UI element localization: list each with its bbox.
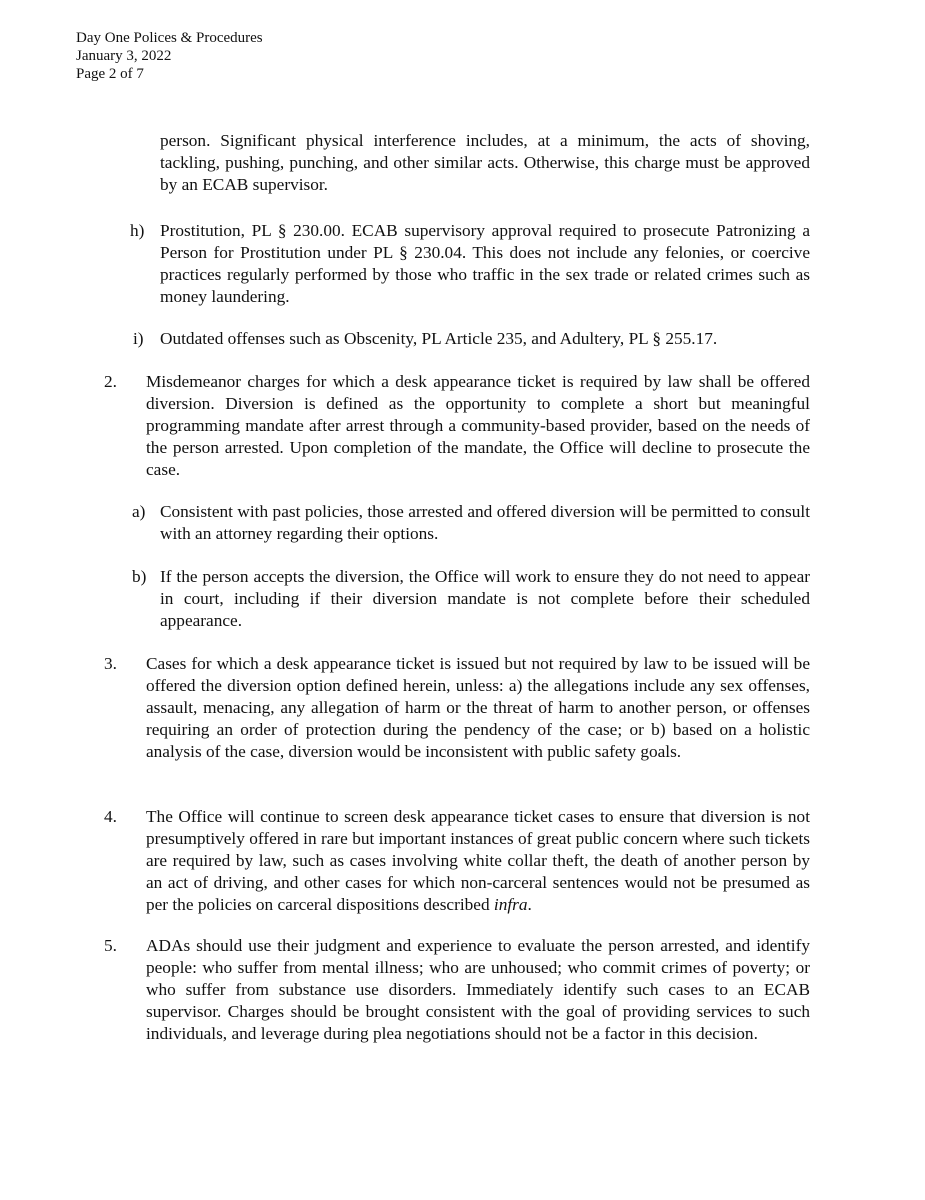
list-item-text: ADAs should use their judgment and experience to evaluate the person arrested, and identify people: who suffer from mental illness; who are unhoused; who commit crimes of poverty; or who suffer from substance use disorders. Immediately identify such cases to an ECAB supervisor. Charges should be brought consistent with the goal of providing services to such individuals, and leverage during plea negotiations should not be a factor in this decision. [146,936,810,1043]
item-4-text: The Office will continue to screen desk appearance ticket cases to ensure that diversion is not presumptively offered in rare but important instances of great public concern where such tickets are required by law, such as cases involving white collar theft, the death of another person by an act of driving, and other cases for which non-carceral sentences would not be presumed as per the policies on carceral dispositions described [146,807,810,914]
list-marker: 2. [104,372,117,391]
list-item-text: Prostitution, PL § 230.00. ECAB supervisory approval required to prosecute Patronizing a Person for Prostitution under PL § 230.04. This does not include any felonies, or coercive practices regularly performed by those who traffic in the sex trade or related crimes such as money laundering. [160,221,810,306]
list-item-text: Cases for which a desk appearance ticket is issued but not required by law to be issued will be offered the diversion option defined herein, unless: a) the allegations include any sex offenses, assault, menacing, any allegation of harm or the threat of harm to another person, or offenses requiring an order of protection during the pendency of the case; or b) based on a holistic analysis of the case, diversion would be inconsistent with public safety goals. [146,654,810,761]
list-marker: 4. [104,807,117,826]
list-marker: h) [130,221,145,240]
list-marker: 3. [104,654,117,673]
list-item-text: Outdated offenses such as Obscenity, PL Article 235, and Adultery, PL § 255.17. [160,329,718,348]
document-title: Day One Polices & Procedures [76,30,263,46]
list-marker: i) [133,329,144,348]
list-marker: b) [132,567,147,586]
page-number: Page 2 of 7 [76,66,144,82]
item-4-italic-term: infra [493,895,528,914]
item-4-period: . [527,895,532,914]
page-header [76,29,263,83]
list-marker: 5. [104,936,117,955]
list-item-text: If the person accepts the diversion, the Office will work to ensure they do not need to appear in court, including if their diversion mandate is not complete before their scheduled appearance. [160,567,810,630]
list-item-text [146,806,810,916]
list-item-text: Misdemeanor charges for which a desk appearance ticket is required by law shall be offered diversion. Diversion is defined as the opportunity to complete a short but meaningful programming mandate after arrest through a community-based provider, based on the needs of the person arrested. Upon completion of the mandate, the Office will decline to prosecute the case. [146,372,810,479]
document-date: January 3, 2022 [76,48,172,64]
list-item-text: Consistent with past policies, those arrested and offered diversion will be permitted to consult with an attorney regarding their options. [160,502,810,543]
list-marker: a) [132,502,146,521]
continuation-paragraph: person. Significant physical interference includes, at a minimum, the acts of shoving, tackling, pushing, punching, and other similar acts. Otherwise, this charge must be approved by an ECAB supervisor. [160,131,810,194]
